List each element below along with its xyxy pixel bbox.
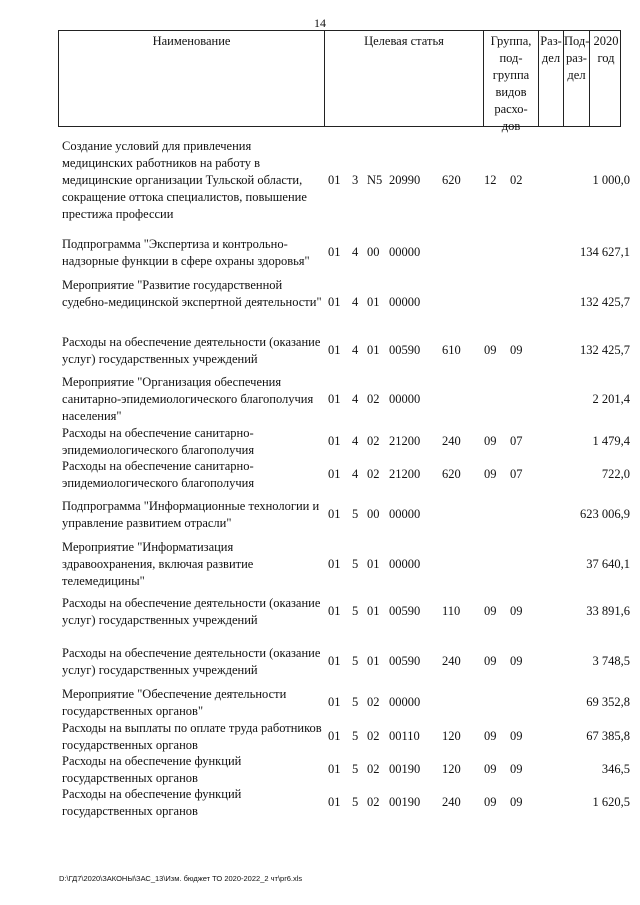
row-c1: 01 bbox=[328, 795, 341, 809]
header-group-line: группа bbox=[492, 68, 530, 82]
header-group-line: дов bbox=[501, 119, 521, 133]
row-amount: 132 425,7 bbox=[580, 343, 630, 357]
row-c3: 02 bbox=[367, 762, 380, 776]
row-subsection: 09 bbox=[510, 604, 523, 618]
row-c4: 00000 bbox=[389, 557, 421, 571]
row-c2: 4 bbox=[352, 434, 359, 448]
row-c1: 01 bbox=[328, 604, 341, 618]
row-amount: 69 352,8 bbox=[586, 695, 630, 709]
row-name: Расходы на обеспечение функций государственных органов bbox=[62, 787, 242, 818]
header-group-line: Группа, bbox=[490, 34, 532, 48]
row-c2: 5 bbox=[352, 604, 359, 618]
row-name: Подпрограмма "Экспертиза и контрольно-надзорные функции в сфере охраны здоровья" bbox=[62, 237, 310, 268]
row-c2: 4 bbox=[352, 467, 359, 481]
row-subsection: 09 bbox=[510, 729, 523, 743]
row-c3: 01 bbox=[367, 654, 380, 668]
row-c1: 01 bbox=[328, 245, 341, 259]
row-c1: 01 bbox=[328, 507, 341, 521]
row-subsection: 09 bbox=[510, 343, 523, 357]
header-year: 2020 год bbox=[589, 31, 622, 126]
header-subsection-line: раз- bbox=[566, 51, 587, 65]
row-c2: 5 bbox=[352, 695, 359, 709]
row-c2: 5 bbox=[352, 507, 359, 521]
row-subsection: 09 bbox=[510, 762, 523, 776]
row-c1: 01 bbox=[328, 392, 341, 406]
file-path-footer: D:\ГД7\2020\ЗАКОНЫ\ЗАС_13\Изм. бюджет ТО 2020-2022_2 чт\pr6.xls bbox=[59, 874, 303, 883]
header-subsection-line: Под- bbox=[564, 34, 590, 48]
row-group: 240 bbox=[442, 654, 461, 668]
row-group: 120 bbox=[442, 762, 461, 776]
row-c2: 5 bbox=[352, 795, 359, 809]
row-c4: 00190 bbox=[389, 762, 421, 776]
row-c2: 5 bbox=[352, 557, 359, 571]
table-row bbox=[0, 374, 640, 425]
row-amount: 3 748,5 bbox=[592, 654, 630, 668]
table-row bbox=[0, 539, 640, 590]
row-name: Расходы на обеспечение деятельности (оказание услуг) государственных учреждений bbox=[62, 335, 321, 366]
row-c3: 02 bbox=[367, 695, 380, 709]
row-c3: 02 bbox=[367, 392, 380, 406]
header-section-line: Раз- bbox=[540, 34, 562, 48]
header-section-line: дел bbox=[541, 51, 561, 65]
row-name: Мероприятие "Организация обеспечения санитарно-эпидемиологического благополучия населения" bbox=[62, 375, 314, 423]
row-name: Расходы на выплаты по оплате труда работников государственных органов bbox=[62, 721, 322, 752]
row-c1: 01 bbox=[328, 295, 341, 309]
row-c3: 01 bbox=[367, 295, 380, 309]
header-target: Целевая статья bbox=[324, 31, 483, 126]
table-row bbox=[0, 686, 640, 720]
row-section: 09 bbox=[484, 434, 497, 448]
header-name: Наименование bbox=[152, 34, 231, 48]
row-amount: 346,5 bbox=[601, 762, 630, 776]
row-subsection: 07 bbox=[510, 467, 523, 481]
row-section: 09 bbox=[484, 343, 497, 357]
table-row bbox=[0, 498, 640, 532]
row-c1: 01 bbox=[328, 173, 341, 187]
row-subsection: 09 bbox=[510, 795, 523, 809]
row-c4: 20990 bbox=[389, 173, 421, 187]
row-amount: 33 891,6 bbox=[586, 604, 630, 618]
row-section: 09 bbox=[484, 729, 497, 743]
row-amount: 67 385,8 bbox=[586, 729, 630, 743]
table-row bbox=[0, 786, 640, 820]
row-name: Расходы на обеспечение деятельности (оказание услуг) государственных учреждений bbox=[62, 596, 321, 627]
row-section: 09 bbox=[484, 762, 497, 776]
row-group: 620 bbox=[442, 467, 461, 481]
row-name: Расходы на обеспечение санитарно-эпидемиологического благополучия bbox=[62, 459, 255, 490]
row-group: 240 bbox=[442, 434, 461, 448]
row-c2: 3 bbox=[352, 173, 359, 187]
row-c4: 00110 bbox=[389, 729, 420, 743]
row-amount: 134 627,1 bbox=[580, 245, 630, 259]
table-row bbox=[0, 753, 640, 787]
row-c3: N5 bbox=[367, 173, 383, 187]
row-name: Расходы на обеспечение деятельности (оказание услуг) государственных учреждений bbox=[62, 646, 321, 677]
row-c1: 01 bbox=[328, 729, 341, 743]
row-section: 12 bbox=[484, 173, 497, 187]
row-name: Мероприятие "Информатизация здравоохранения, включая развитие телемедицины" bbox=[62, 540, 254, 588]
row-c2: 4 bbox=[352, 295, 359, 309]
row-c2: 4 bbox=[352, 245, 359, 259]
row-group: 110 bbox=[442, 604, 461, 618]
row-c2: 4 bbox=[352, 343, 359, 357]
row-section: 09 bbox=[484, 654, 497, 668]
row-section: 09 bbox=[484, 795, 497, 809]
row-name: Подпрограмма "Информационные технологии и управление развитием отрасли" bbox=[62, 499, 320, 530]
table-row bbox=[0, 645, 640, 679]
row-amount: 1 479,4 bbox=[592, 434, 630, 448]
row-c1: 01 bbox=[328, 557, 341, 571]
row-group: 240 bbox=[442, 795, 461, 809]
row-c2: 5 bbox=[352, 762, 359, 776]
header-group-line: видов bbox=[495, 85, 527, 99]
table-row bbox=[0, 277, 640, 328]
row-c4: 00000 bbox=[389, 245, 421, 259]
row-amount: 1 000,0 bbox=[592, 173, 630, 187]
row-c4: 00000 bbox=[389, 695, 421, 709]
row-group: 120 bbox=[442, 729, 461, 743]
header-group-line: под- bbox=[499, 51, 523, 65]
row-group: 620 bbox=[442, 173, 461, 187]
row-subsection: 09 bbox=[510, 654, 523, 668]
row-c3: 00 bbox=[367, 245, 380, 259]
row-name: Расходы на обеспечение функций государственных органов bbox=[62, 754, 242, 785]
row-c4: 21200 bbox=[389, 434, 421, 448]
row-c4: 00190 bbox=[389, 795, 421, 809]
row-c3: 01 bbox=[367, 557, 380, 571]
row-amount: 132 425,7 bbox=[580, 295, 630, 309]
row-name: Создание условий для привлечения медицинских работников на работу в медицинские организации Тульской области, сокращение оттока специалистов, повышение престижа профессии bbox=[62, 139, 307, 221]
row-c2: 5 bbox=[352, 654, 359, 668]
row-c3: 01 bbox=[367, 343, 380, 357]
row-c4: 00590 bbox=[389, 654, 421, 668]
row-section: 09 bbox=[484, 467, 497, 481]
row-c3: 00 bbox=[367, 507, 380, 521]
table-row bbox=[0, 138, 640, 223]
row-amount: 722,0 bbox=[601, 467, 630, 481]
row-c1: 01 bbox=[328, 762, 341, 776]
table-row bbox=[0, 334, 640, 368]
row-c3: 02 bbox=[367, 729, 380, 743]
row-c4: 21200 bbox=[389, 467, 421, 481]
header-subsection-line: дел bbox=[567, 68, 586, 82]
row-c4: 00590 bbox=[389, 343, 421, 357]
table-row bbox=[0, 425, 640, 459]
row-subsection: 02 bbox=[510, 173, 523, 187]
row-c3: 01 bbox=[367, 604, 380, 618]
table-row bbox=[0, 595, 640, 629]
row-c1: 01 bbox=[328, 467, 341, 481]
header-group-line: расхо- bbox=[494, 102, 528, 116]
row-c4: 00000 bbox=[389, 295, 421, 309]
row-c4: 00590 bbox=[389, 604, 421, 618]
row-c3: 02 bbox=[367, 795, 380, 809]
row-section: 09 bbox=[484, 604, 497, 618]
row-amount: 1 620,5 bbox=[592, 795, 630, 809]
row-amount: 2 201,4 bbox=[592, 392, 630, 406]
row-c2: 5 bbox=[352, 729, 359, 743]
page-number: 14 bbox=[314, 16, 326, 30]
row-name: Мероприятие "Обеспечение деятельности государственных органов" bbox=[62, 687, 287, 718]
table-row bbox=[0, 720, 640, 754]
row-group: 610 bbox=[442, 343, 461, 357]
table-row bbox=[0, 236, 640, 270]
row-c4: 00000 bbox=[389, 507, 421, 521]
table-row bbox=[0, 458, 640, 492]
row-name: Мероприятие "Развитие государственной судебно-медицинской экспертной деятельности" bbox=[62, 278, 322, 309]
row-amount: 623 006,9 bbox=[580, 507, 630, 521]
row-c3: 02 bbox=[367, 467, 380, 481]
row-c1: 01 bbox=[328, 695, 341, 709]
row-amount: 37 640,1 bbox=[586, 557, 630, 571]
row-name: Расходы на обеспечение санитарно-эпидемиологического благополучия bbox=[62, 426, 255, 457]
row-c1: 01 bbox=[328, 343, 341, 357]
row-c1: 01 bbox=[328, 654, 341, 668]
row-c2: 4 bbox=[352, 392, 359, 406]
row-subsection: 07 bbox=[510, 434, 523, 448]
row-c1: 01 bbox=[328, 434, 341, 448]
row-c4: 00000 bbox=[389, 392, 421, 406]
row-c3: 02 bbox=[367, 434, 380, 448]
